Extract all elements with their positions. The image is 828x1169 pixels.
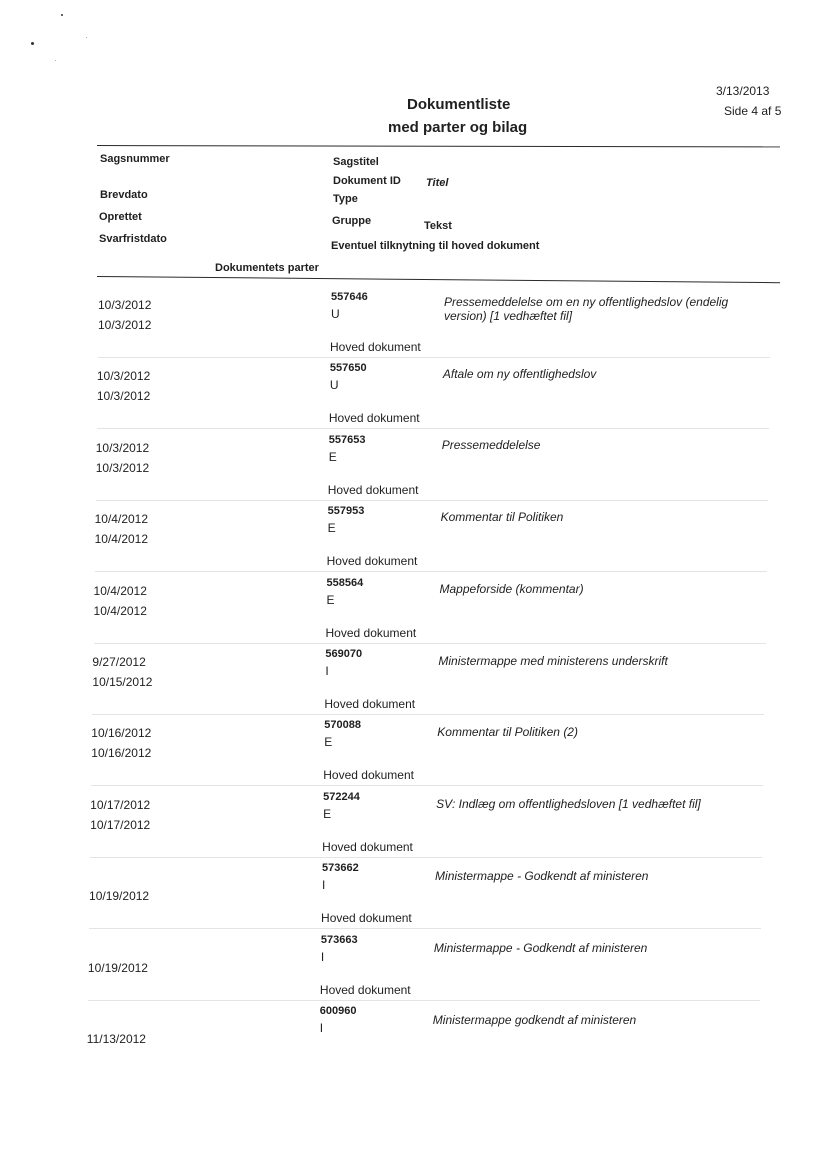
oprettet: 10/3/2012	[98, 318, 152, 332]
brevdato: 10/4/2012	[94, 512, 149, 527]
document-id: 557650	[329, 362, 367, 375]
document-title-cont: version) [1 vedhæftet fil]	[444, 309, 573, 323]
header-dokument-id: Dokument ID	[333, 175, 401, 187]
document-row	[0, 291, 828, 363]
document-row	[0, 362, 828, 434]
header-tekst: Tekst	[424, 220, 452, 232]
document-type: I	[319, 1021, 324, 1035]
document-type: E	[328, 449, 337, 464]
attachment-relation: Hoved dokument	[323, 768, 414, 783]
attachment-relation: Hoved dokument	[328, 411, 420, 426]
oprettet: 10/16/2012	[91, 746, 152, 761]
row-divider	[98, 357, 770, 358]
oprettet: 10/15/2012	[92, 675, 153, 689]
attachment-relation: Hoved dokument	[321, 911, 412, 926]
document-id: 557653	[328, 433, 366, 446]
row-divider	[92, 714, 764, 715]
header-sagsnummer: Sagsnummer	[100, 153, 170, 165]
document-row	[0, 648, 828, 720]
oprettet: 10/19/2012	[89, 889, 150, 904]
document-type: E	[323, 806, 332, 821]
header-brevdato: Brevdato	[100, 189, 148, 201]
attachment-relation: Hoved dokument	[322, 839, 413, 854]
row-divider	[97, 428, 769, 429]
header-dokumentets-parter: Dokumentets parter	[215, 262, 319, 274]
row-divider	[89, 928, 761, 929]
document-title: SV: Indlæg om offentlighedsloven [1 vedhæftet fil]	[436, 797, 701, 812]
document-id: 573663	[320, 933, 358, 946]
document-title: Kommentar til Politiken (2)	[437, 725, 578, 740]
attachment-relation: Hoved dokument	[330, 340, 421, 354]
header-bottom-rule	[97, 276, 780, 283]
oprettet: 10/17/2012	[90, 817, 151, 832]
header-titel: Titel	[426, 177, 449, 189]
header-type: Type	[333, 193, 358, 205]
document-id: 557646	[331, 291, 368, 303]
oprettet: 10/3/2012	[95, 460, 150, 475]
header-top-rule	[97, 145, 780, 147]
document-title: Mappeforside (kommentar)	[439, 581, 584, 596]
page-title: Dokumentliste	[407, 96, 511, 113]
header-oprettet: Oprettet	[99, 211, 142, 223]
print-date: 3/13/2013	[716, 84, 770, 98]
oprettet: 10/4/2012	[93, 603, 147, 618]
document-id: 600960	[319, 1005, 357, 1017]
row-divider	[90, 857, 762, 858]
document-id: 558564	[326, 576, 364, 589]
document-type: I	[325, 664, 329, 678]
attachment-relation: Hoved dokument	[324, 697, 416, 711]
document-type: U	[331, 307, 340, 321]
oprettet: 10/4/2012	[94, 532, 149, 547]
row-divider	[88, 1000, 760, 1001]
document-title: Pressemeddelelse	[441, 438, 541, 453]
brevdato: 9/27/2012	[92, 655, 146, 669]
attachment-relation: Hoved dokument	[327, 482, 419, 497]
oprettet: 11/13/2012	[86, 1032, 146, 1046]
attachment-relation: Hoved dokument	[325, 625, 417, 640]
header-sagstitel: Sagstitel	[333, 156, 379, 168]
document-id: 572244	[323, 790, 360, 803]
document-row	[0, 791, 828, 863]
brevdato: 10/17/2012	[90, 797, 151, 812]
document-title: Ministermappe med ministerens underskrift	[438, 653, 668, 668]
document-id: 557953	[327, 505, 365, 518]
document-type: E	[324, 735, 333, 750]
header-gruppe: Gruppe	[332, 215, 372, 227]
document-id: 569070	[325, 648, 363, 660]
row-divider	[91, 785, 763, 786]
document-title: Ministermappe - Godkendt af ministeren	[433, 940, 648, 955]
row-divider	[95, 571, 767, 572]
document-title: Kommentar til Politiken	[440, 510, 564, 525]
row-divider	[94, 643, 766, 644]
attachment-relation: Hoved dokument	[326, 554, 418, 569]
row-divider	[96, 500, 768, 501]
document-id: 570088	[324, 719, 361, 732]
document-title: Aftale om ny offentlighedslov	[442, 366, 597, 381]
oprettet: 10/19/2012	[87, 960, 148, 975]
document-id: 573662	[322, 862, 359, 875]
header-svarfristdato: Svarfristdato	[99, 233, 167, 245]
document-row	[0, 862, 828, 934]
header-tilknytning: Eventuel tilknytning til hoved dokument	[331, 240, 540, 252]
brevdato: 10/16/2012	[91, 726, 152, 741]
brevdato: 10/3/2012	[95, 440, 150, 455]
document-title: Ministermappe godkendt af ministeren	[432, 1012, 637, 1027]
document-type: I	[320, 949, 325, 964]
document-row	[0, 577, 828, 649]
document-type: E	[327, 521, 336, 536]
oprettet: 10/3/2012	[96, 389, 151, 404]
document-type: I	[322, 878, 326, 893]
document-row	[0, 434, 828, 506]
page-number: Side 4 af 5	[724, 104, 782, 118]
page-subtitle: med parter og bilag	[388, 119, 528, 136]
document-title: Ministermappe - Godkendt af ministeren	[435, 868, 649, 883]
document-type: E	[326, 592, 335, 607]
document-title: Pressemeddelelse om en ny offentlighedslov (endelig	[444, 295, 729, 309]
document-row	[0, 934, 828, 1006]
attachment-relation: Hoved dokument	[319, 982, 411, 997]
brevdato: 10/4/2012	[93, 583, 147, 598]
document-type: U	[329, 378, 339, 393]
document-row	[0, 719, 828, 791]
document-row	[0, 1005, 828, 1077]
document-row	[0, 505, 828, 577]
brevdato: 10/3/2012	[96, 369, 151, 384]
brevdato: 10/3/2012	[98, 298, 152, 312]
